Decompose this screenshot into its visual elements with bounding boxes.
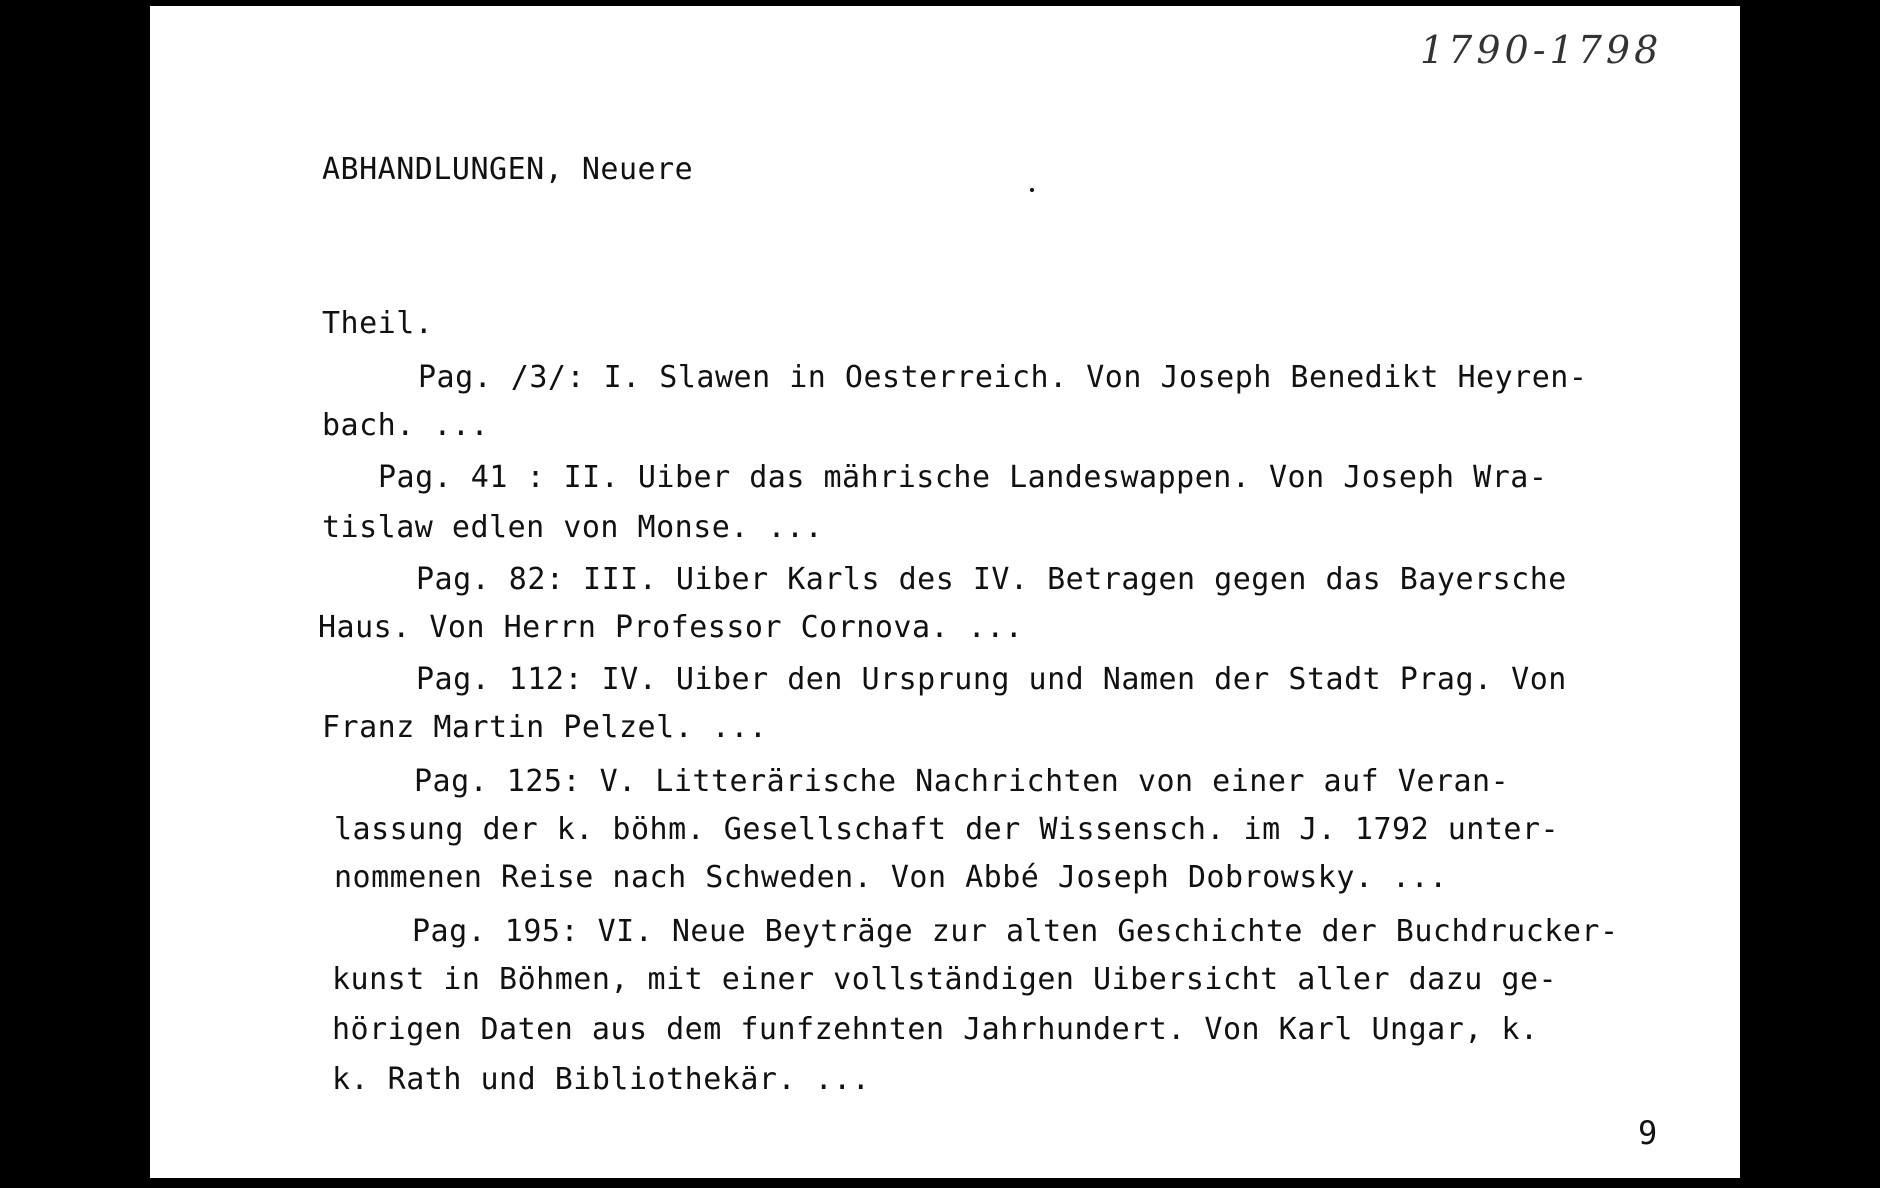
entry-line: kunst in Böhmen, mit einer vollständigen Uibersicht aller dazu ge- xyxy=(332,962,1558,997)
entry-line: Pag. 82: III. Uiber Karls des IV. Betragen gegen das Bayersche xyxy=(416,562,1567,597)
entry-line: tislaw edlen von Monse. ... xyxy=(322,510,824,545)
entry-line: Pag. 195: VI. Neue Beyträge zur alten Geschichte der Buchdrucker- xyxy=(412,914,1619,949)
date-annotation: 1790-1798 xyxy=(1420,28,1663,72)
volume-label: Theil. xyxy=(322,306,434,341)
entry-line: bach. ... xyxy=(322,408,490,443)
entry-line: Haus. Von Herrn Professor Cornova. ... xyxy=(318,610,1024,645)
page-number: 9 xyxy=(1638,1114,1658,1152)
entry-line: Pag. 112: IV. Uiber den Ursprung und Namen der Stadt Prag. Von xyxy=(416,662,1567,697)
entry-line: hörigen Daten aus dem funfzehnten Jahrhundert. Von Karl Ungar, k. xyxy=(332,1012,1539,1047)
entry-line: Pag. 41 : II. Uiber das mährische Landeswappen. Von Joseph Wra- xyxy=(378,460,1548,495)
entry-line: Franz Martin Pelzel. ... xyxy=(322,710,768,745)
entry-line: Pag. /3/: I. Slawen in Oesterreich. Von Joseph Benedikt Heyren- xyxy=(418,360,1588,395)
entry-line: lassung der k. böhm. Gesellschaft der Wissensch. im J. 1792 unter- xyxy=(334,812,1560,847)
ink-speck xyxy=(1692,12,1696,16)
card-heading: ABHANDLUNGEN, Neuere xyxy=(322,152,694,187)
entry-line: nommenen Reise nach Schweden. Von Abbé Joseph Dobrowsky. ... xyxy=(334,860,1448,895)
entry-line: k. Rath und Bibliothekär. ... xyxy=(332,1062,871,1097)
entry-line: Pag. 125: V. Litterärische Nachrichten von einer auf Veran- xyxy=(414,764,1510,799)
catalog-card xyxy=(150,6,1740,1178)
ink-speck xyxy=(1030,188,1034,192)
